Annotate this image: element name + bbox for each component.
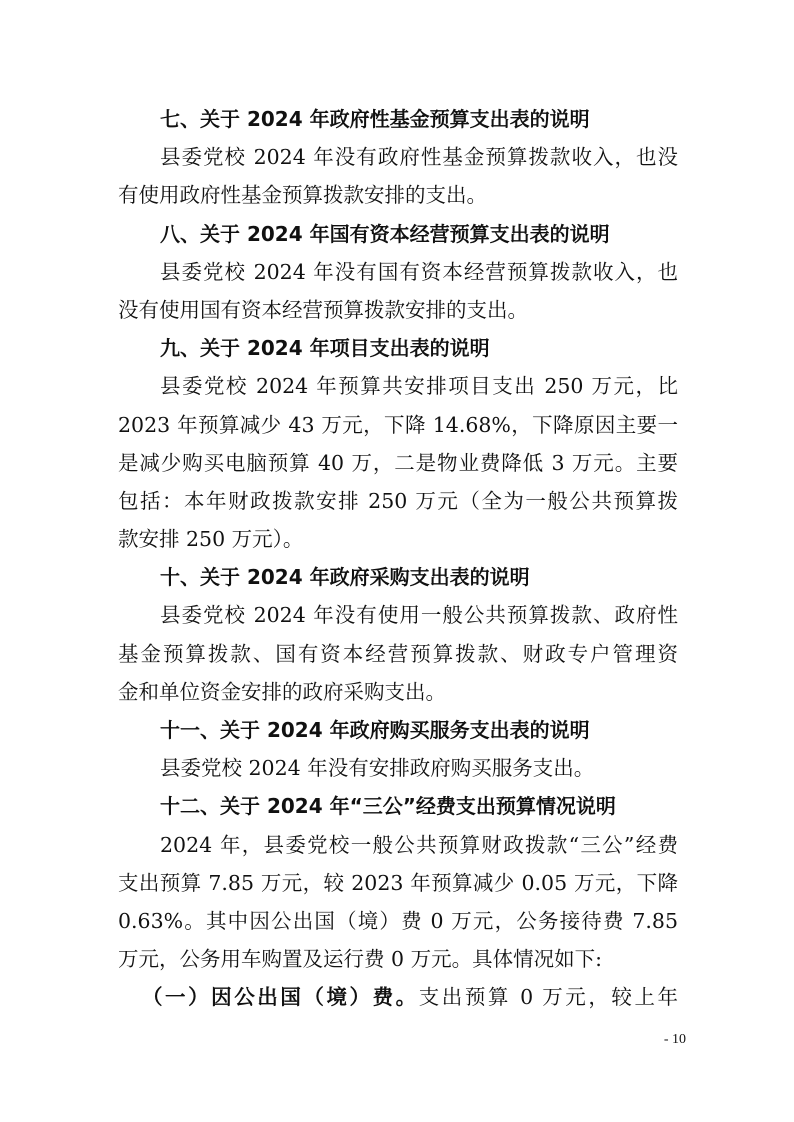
paragraph-line: 包括：本年财政拨款安排 250 万元（全为一般公共预算拨 (118, 488, 678, 513)
paragraph-line: 县委党校 2024 年没有安排政府购买服务支出。 (160, 756, 595, 781)
paragraph-line: 县委党校 2024 年没有政府性基金预算拨款收入，也没 (160, 145, 678, 170)
paragraph-line: 0.63%。其中因公出国（境）费 0 万元，公务接待费 7.85 (118, 908, 678, 933)
paragraph-line: 县委党校 2024 年没有使用一般公共预算拨款、政府性 (160, 603, 678, 628)
section-heading-8: 八、关于 2024 年国有资本经营预算支出表的说明 (160, 221, 610, 246)
section-heading-9: 九、关于 2024 年项目支出表的说明 (160, 336, 490, 361)
paragraph-line: 基金预算拨款、国有资本经营预算拨款、财政专户管理资 (118, 641, 678, 666)
paragraph-line: 县委党校 2024 年没有国有资本经营预算拨款收入，也 (160, 259, 678, 284)
section-heading-7: 七、关于 2024 年政府性基金预算支出表的说明 (160, 107, 590, 131)
paragraph-line: 支出预算 7.85 万元，较 2023 年预算减少 0.05 万元，下降 (118, 870, 678, 895)
paragraph-line: 万元，公务用车购置及运行费 0 万元。具体情况如下: (118, 947, 602, 972)
paragraph-line: 金和单位资金安排的政府采购支出。 (118, 679, 446, 704)
page-number: - 10 (663, 1032, 686, 1047)
document-body (118, 100, 678, 1017)
section-heading-11: 十一、关于 2024 年政府购买服务支出表的说明 (160, 718, 590, 742)
paragraph-line: 县委党校 2024 年预算共安排项目支出 250 万元，比 (160, 374, 678, 399)
paragraph-text: 支出预算 0 万元，较上年 (418, 985, 679, 1010)
section-heading-12: 十二、关于 2024 年“三公”经费支出预算情况说明 (160, 794, 616, 819)
subsection-paragraph-line (118, 978, 678, 1016)
paragraph-line: 没有使用国有资本经营预算拨款安排的支出。 (118, 297, 528, 322)
subsection-heading: （一）因公出国（境）费。 (142, 985, 419, 1010)
paragraph-line: 是减少购买电脑预算 40 万，二是物业费降低 3 万元。主要 (118, 450, 678, 475)
paragraph-line: 2024 年，县委党校一般公共预算财政拨款“三公”经费 (160, 832, 678, 857)
paragraph-line: 款安排 250 万元）。 (118, 527, 304, 552)
section-heading-10: 十、关于 2024 年政府采购支出表的说明 (160, 565, 530, 590)
paragraph-line: 有使用政府性基金预算拨款安排的支出。 (118, 183, 487, 208)
paragraph-line: 2023 年预算减少 43 万元，下降 14.68%，下降原因主要一 (118, 412, 678, 437)
